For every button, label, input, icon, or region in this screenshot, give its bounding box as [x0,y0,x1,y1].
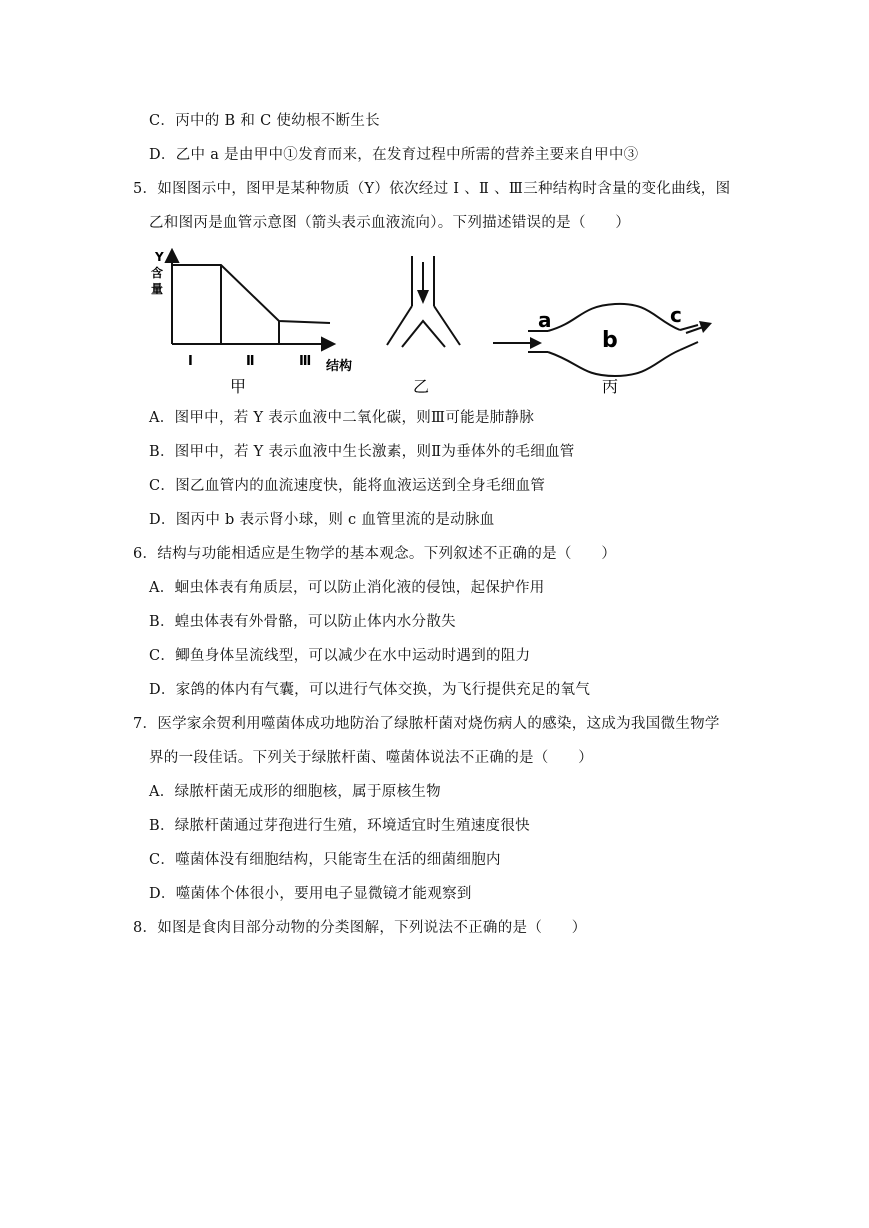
tick-ii: Ⅱ [246,354,255,369]
y-label-1: 含 [151,266,164,280]
q6-option-c: C．鲫鱼身体呈流线型，可以减少在水中运动时遇到的阻力 [149,648,531,664]
caption-jia: 甲 [230,377,247,396]
y-label-2: 量 [151,282,164,296]
q7-option-b: B．绿脓杆菌通过芽孢进行生殖，环境适宜时生殖速度很快 [149,818,530,834]
caption-bing: 丙 [602,377,619,396]
q5-stem-line2: 乙和图丙是血管示意图（箭头表示血液流向）。下列描述错误的是（ ） [149,215,631,231]
q5-option-d: D．图丙中 b 表示肾小球，则 c 血管里流的是动脉血 [149,512,495,528]
x-label: 结构 [326,359,353,374]
graph-jia [166,250,334,350]
q4-option-c: C．丙中的 B 和 C 使幼根不断生长 [149,113,380,129]
label-c: c [670,303,682,327]
q6-option-d: D．家鸽的体内有气囊，可以进行气体交换，为飞行提供充足的氧气 [149,682,591,698]
q5-option-b: B．图甲中，若 Y 表示血液中生长激素，则Ⅱ为垂体外的毛细血管 [149,444,575,460]
arrowhead-in [530,337,542,349]
x-axis-arrow [322,338,334,350]
flow-arrowhead-yi [417,290,429,304]
tick-iii: Ⅲ [299,354,312,369]
q5-option-a: A．图甲中，若 Y 表示血液中二氧化碳，则Ⅲ可能是肺静脉 [149,410,535,426]
q7-stem-line2: 界的一段佳话。下列关于绿脓杆菌、噬菌体说法不正确的是（ ） [149,750,593,766]
q6-option-a: A．蛔虫体表有角质层，可以防止消化液的侵蚀，起保护作用 [149,580,545,596]
label-b: b [602,328,618,353]
y-label-y: Y [155,250,164,264]
q7-option-c: C．噬菌体没有细胞结构，只能寄生在活的细菌细胞内 [149,852,501,868]
y-axis-arrow [166,250,178,262]
q6-option-b: B．蝗虫体表有外骨骼，可以防止体内水分散失 [149,614,456,630]
q5-figure [150,248,720,400]
q8-stem: 8．如图是食肉目部分动物的分类图解，下列说法不正确的是（ ） [133,920,587,936]
caption-yi: 乙 [413,377,430,396]
label-a: a [538,308,552,332]
q5-option-c: C．图乙血管内的血流速度快，能将血液运送到全身毛细血管 [149,478,546,494]
q6-stem: 6．结构与功能相适应是生物学的基本观念。下列叙述不正确的是（ ） [133,546,617,562]
q7-option-a: A．绿脓杆菌无成形的细胞核，属于原核生物 [149,784,441,800]
q4-option-d: D．乙中 a 是由甲中①发育而来，在发育过程中所需的营养主要来自甲中③ [149,147,639,163]
q7-option-d: D．噬菌体个体很小，要用电子显微镜才能观察到 [149,886,472,902]
tick-i: Ⅰ [188,354,193,369]
content-curve [172,265,330,323]
q7-stem-line1: 7．医学家余贺利用噬菌体成功地防治了绿脓杆菌对烧伤病人的感染，这成为我国微生物学 [133,716,720,732]
q5-stem-line1: 5．如图图示中，图甲是某种物质（Y）依次经过 Ⅰ 、Ⅱ 、Ⅲ三种结构时含量的变化曲线，图 [133,181,731,197]
